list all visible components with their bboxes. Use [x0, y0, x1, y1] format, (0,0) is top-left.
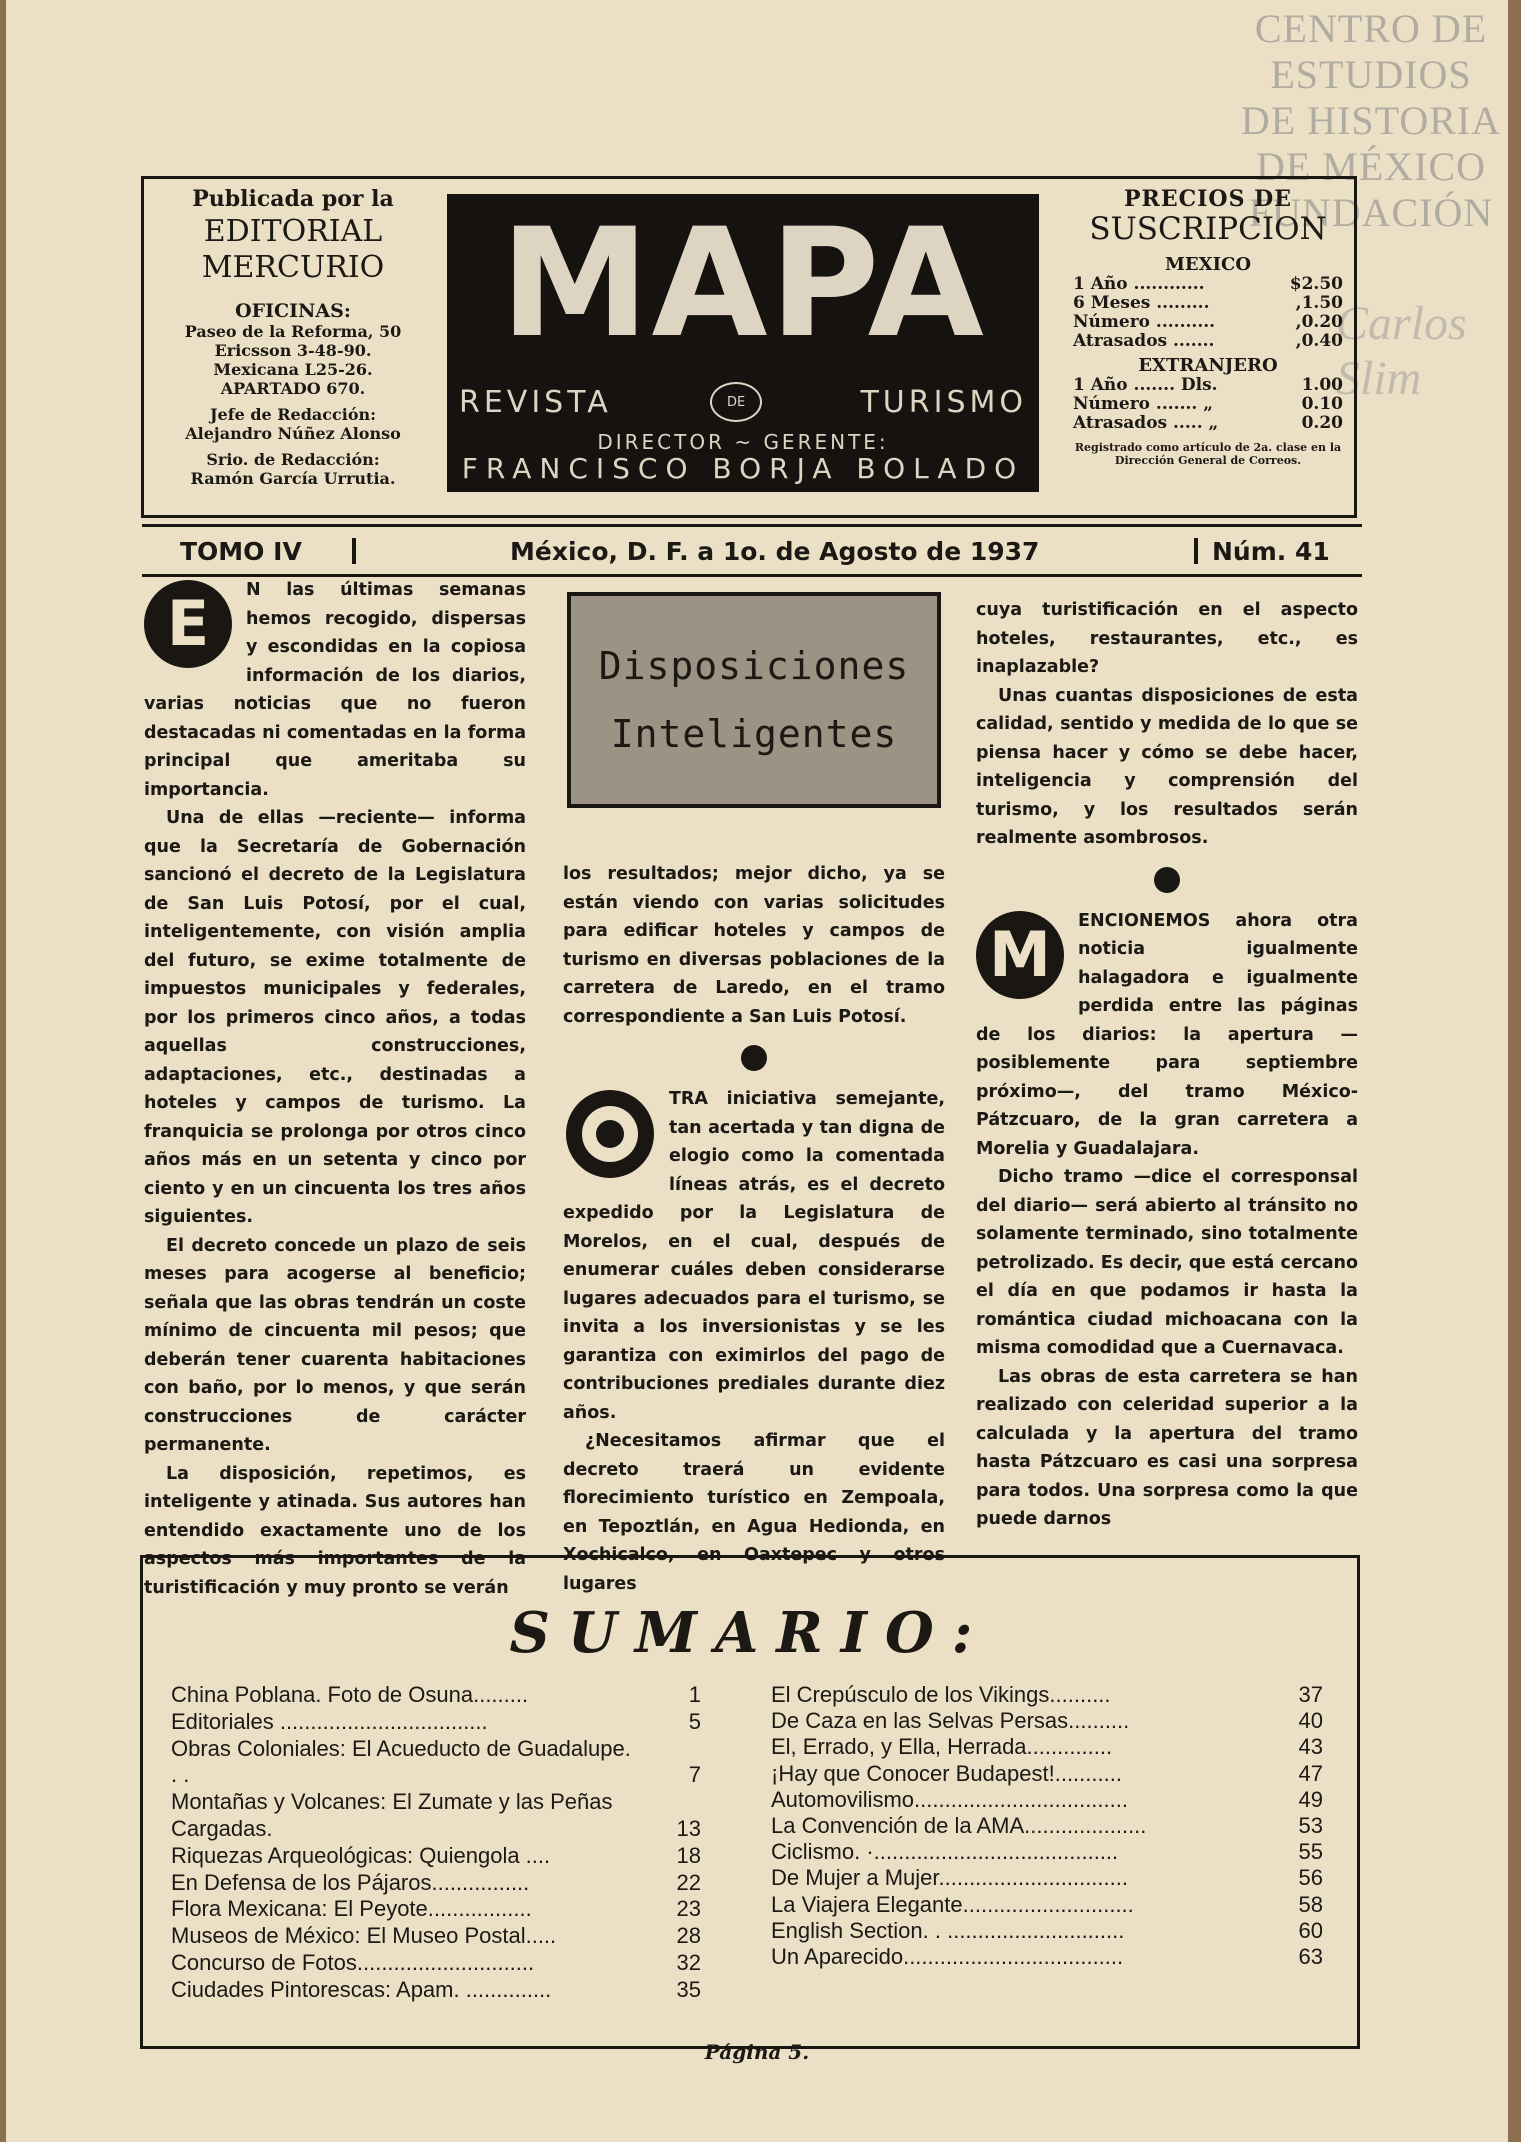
price-value: ,0.20 — [1295, 312, 1343, 332]
prices-title-1: PRECIOS DE — [1124, 186, 1292, 212]
toc-item-title: ¡Hay que Conocer Budapest!........... — [771, 1760, 1122, 1786]
article-paragraph — [144, 576, 526, 804]
watermark-line: FUNDACIÓN — [1248, 190, 1494, 235]
office-po-box: APARTADO 670. — [220, 379, 366, 398]
toc-item[interactable] — [171, 1923, 701, 1950]
office-phone-1: Ericsson 3-48-90. — [214, 341, 372, 360]
toc-item[interactable] — [771, 1787, 1323, 1813]
price-value: $2.50 — [1289, 274, 1343, 294]
page-number: Página 5. — [704, 2040, 810, 2064]
article-paragraph: Unas cuantas disposiciones de esta calidad, sentido y medida de lo que se piensa hacer y cómo se debe hacer, inteligencia y comprensión del turismo, y los resultados serán realmente asombrosos. — [976, 685, 1358, 848]
globe-emblem-icon: DE — [710, 382, 762, 422]
price-row — [1073, 275, 1343, 294]
issue-bar — [142, 530, 1362, 572]
toc-item[interactable] — [771, 1892, 1323, 1918]
toc-item-page: 53 — [1298, 1813, 1323, 1839]
toc-item-title: Riquezas Arqueológicas: Quiengola .... — [171, 1842, 551, 1868]
secretary-name: Ramón García Urrutia. — [190, 469, 396, 488]
dropcap-o-icon — [563, 1087, 657, 1181]
article-paragraph — [563, 1085, 945, 1427]
price-row — [1073, 414, 1343, 433]
article-paragraph: cuya turistificación en el aspecto hoteles, restaurantes, etc., es inaplazable? — [976, 600, 1358, 677]
price-label: Número ....... „ — [1073, 394, 1214, 414]
issue-number: Núm. 41 — [1212, 536, 1330, 566]
toc-item-title: Concurso de Fotos............................. — [171, 1949, 535, 1975]
toc-item-page: 18 — [676, 1842, 701, 1868]
toc-item[interactable] — [171, 1682, 701, 1709]
article-column-3 — [976, 596, 1358, 1546]
toc-item[interactable] — [771, 1865, 1323, 1891]
publisher-name-2: MERCURIO — [201, 250, 385, 285]
toc-item-page: 13 — [676, 1815, 701, 1841]
watermark-line: DE HISTORIA — [1240, 98, 1502, 143]
paragraph-text: ENCIONEMOS ahora otra noticia igualmente halagadora e igualmente perdida entre las páginas de los diarios: la apertura —posiblemente para septiembre próximo—, del tramo México-Pátzcuaro, de la gran carretera a Morelia y Guadalajara. — [976, 910, 1358, 1159]
toc-item[interactable] — [171, 1870, 701, 1897]
toc-item[interactable] — [771, 1918, 1323, 1944]
toc-item-title: El, Errado, y Ella, Herrada.............. — [771, 1734, 1113, 1760]
toc-item[interactable] — [771, 1761, 1323, 1787]
toc-item-title: En Defensa de los Pájaros................ — [171, 1869, 530, 1895]
office-address: Paseo de la Reforma, 50 — [184, 322, 402, 341]
publisher-intro: Publicada por la — [192, 186, 394, 212]
toc-item-page: 5 — [688, 1708, 701, 1734]
toc-item-title: Museos de México: El Museo Postal..... — [171, 1923, 557, 1949]
price-label: 1 Año ....... Dls. — [1073, 375, 1218, 395]
article-paragraph: Una de ellas —reciente— informa que la Secretaría de Gobernación sancionó el decreto de la Legislatura de San Luis Potosí, por el cual, inteligentemente, con visión amplia del futuro, se exime totalmente de impuestos municipales y federales, por los primeros cinco años, a todas aquellas construcciones, adaptaciones, etc., destinadas a hoteles y campos de turismo. La franquicia se prolonga por otros cinco años más en un setenta y cinco por ciento y en un cincuenta los tres años siguientes. — [144, 808, 526, 1227]
subscription-prices — [1073, 186, 1343, 467]
toc-item-title: Un Aparecido.................................... — [771, 1944, 1124, 1970]
article-paragraph: Dicho tramo —dice el corresponsal del diario— será abierto al tránsito no solamente terminado, sino totalmente petrolizado. Es decir, que está cercano el día en que podamos ir hasta la romántica ciudad michoacana con la misma comodidad que a Cuernavaca. — [976, 1167, 1358, 1358]
price-value: 0.10 — [1301, 394, 1343, 414]
toc-item-page: 55 — [1298, 1839, 1323, 1865]
price-label: Atrasados ....... — [1073, 331, 1215, 351]
price-value: 0.20 — [1301, 413, 1343, 433]
toc-item-page: 1 — [688, 1682, 701, 1707]
toc-item-page: 47 — [1298, 1760, 1323, 1786]
toc-item-page: 22 — [676, 1869, 701, 1895]
logo-revista: REVISTA — [459, 384, 612, 420]
paragraph-text: TRA iniciativa semejante, tan acertada y tan digna de elogio como la comentada líneas atrás, es el decreto expedido por la Legislatura de Morelos, en el cual, después de enumerar cuáles deben considerarse lugares adecuados para el turismo, se invita a los inversionistas y se les garantiza con eximirlos del pago de contribuciones prediales durante diez años. — [563, 1089, 945, 1423]
toc-item-title: Flora Mexicana: El Peyote................. — [171, 1896, 532, 1922]
tomo-divider — [352, 538, 356, 564]
toc-item[interactable] — [171, 1789, 701, 1843]
toc-left-column — [171, 1682, 701, 2004]
title-line-1: Disposiciones — [598, 644, 910, 688]
toc-item-page: 56 — [1298, 1865, 1323, 1891]
price-row — [1073, 313, 1343, 332]
toc-item-page: 40 — [1298, 1708, 1323, 1734]
price-row — [1073, 395, 1343, 414]
section-bullet — [741, 1045, 767, 1071]
price-value: ,0.40 — [1295, 331, 1343, 351]
toc-item-title: La Convención de la AMA.................... — [771, 1813, 1147, 1839]
toc-item-page: 32 — [676, 1949, 701, 1975]
toc-item[interactable] — [171, 1950, 701, 1977]
title-line-2: Inteligentes — [610, 712, 898, 756]
director-name: FRANCISCO BORJA BOLADO — [461, 452, 1025, 485]
chief-editor-label: Jefe de Redacción: — [209, 405, 377, 424]
toc-item[interactable] — [771, 1944, 1323, 1970]
article-column-1 — [144, 576, 526, 1598]
registration-note: Registrado como artículo de 2a. clase en la Dirección General de Correos. — [1074, 441, 1342, 467]
toc-item[interactable] — [171, 1896, 701, 1923]
logo-subtitle — [447, 374, 1039, 430]
rule-top — [142, 524, 1362, 527]
toc-item-title: La Viajera Elegante............................ — [771, 1891, 1134, 1917]
toc-item-page: 43 — [1298, 1734, 1323, 1760]
toc-item[interactable] — [771, 1813, 1323, 1839]
offices-label: OFICINAS: — [235, 300, 351, 322]
toc-item-title: Obras Coloniales: El Acueducto de Guadalupe. . . — [171, 1735, 631, 1788]
toc-item-page: 7 — [688, 1762, 701, 1788]
toc-item[interactable] — [171, 1977, 701, 2004]
toc-item-title: Ciclismo. ·........................................ — [771, 1839, 1119, 1865]
chief-editor-name: Alejandro Núñez Alonso — [185, 424, 401, 443]
toc-item[interactable] — [171, 1843, 701, 1870]
toc-item[interactable] — [771, 1734, 1323, 1760]
toc-item[interactable] — [771, 1682, 1323, 1708]
article-paragraph: La disposición, repetimos, es inteligente y atinada. Sus autores han entendido exactamente uno de los aspectos más importantes de la turistificación y muy pronto se verán — [144, 1463, 526, 1598]
toc-item-title: Ciudades Pintorescas: Apam. .............. — [171, 1976, 552, 2002]
article-paragraph: Las obras de esta carretera se han realizado con celeridad superior a la calculada y la apertura del tramo hasta Pátzcuaro es casi una sorpresa para todos. Una sorpresa como la que puede darnos — [976, 1366, 1358, 1529]
logo-turismo: TURISMO — [860, 384, 1027, 420]
toc-item-page: 49 — [1298, 1786, 1323, 1812]
price-row — [1073, 294, 1343, 313]
toc-item-title: English Section. . ............................. — [771, 1917, 1125, 1943]
mexico-label: MEXICO — [1164, 254, 1252, 275]
watermark-line: CENTRO DE — [1254, 6, 1488, 51]
foreign-label: EXTRANJERO — [1138, 355, 1278, 376]
article-paragraph: El decreto concede un plazo de seis meses para acogerse al beneficio; señala que las obras tendrán un coste mínimo de cincuenta mil pesos; que deberán tener cuarenta habitaciones con baño, por lo menos, y que serán construcciones de carácter permanente. — [144, 1235, 526, 1455]
dropcap-e: E — [144, 580, 232, 668]
toc-item-title: Editoriales .................................. — [171, 1708, 488, 1734]
toc-right-column — [771, 1682, 1323, 1970]
table-of-contents — [140, 1555, 1360, 2049]
toc-item-page: 58 — [1298, 1891, 1323, 1917]
price-row — [1073, 332, 1343, 351]
toc-item-page: 23 — [676, 1896, 701, 1922]
logo-wordmark: MAPA — [500, 197, 986, 371]
price-label: 6 Meses ......... — [1073, 293, 1210, 313]
toc-item-title: Automovilismo................................... — [771, 1786, 1128, 1812]
watermark-signature: Carlos Slim — [1336, 297, 1467, 405]
mapa-logo — [447, 194, 1039, 492]
article-paragraph: ¿Necesitamos afirmar que el decreto traerá un evidente florecimiento turístico en Zempoala, en Tepoztlán, en Agua Hedionda, en Xochicalco, en Oaxtepec y otros lugares — [563, 1431, 945, 1594]
article-paragraph: los resultados; mejor dicho, ya se están viendo con varias solicitudes para edificar hoteles y campos de turismo en diversas poblaciones de la carretera de Laredo, en el tramo correspondiente a San Luis Potosí. — [563, 864, 945, 1027]
price-value: 1.00 — [1301, 375, 1343, 395]
toc-item[interactable] — [771, 1708, 1323, 1734]
toc-item-title: Montañas y Volcanes: El Zumate y las Peñas Cargadas. — [171, 1789, 613, 1841]
editorial-title-box — [567, 592, 941, 808]
prices-title-2: SUSCRIPCION — [1089, 211, 1327, 247]
section-bullet — [1154, 867, 1180, 893]
toc-item-page: 37 — [1298, 1682, 1323, 1707]
toc-item-title: El Crepúsculo de los Vikings.......... — [771, 1682, 1111, 1707]
num-divider — [1194, 538, 1198, 564]
toc-item[interactable] — [171, 1709, 701, 1736]
toc-item-title: China Poblana. Foto de Osuna......... — [171, 1682, 529, 1707]
secretary-label: Srio. de Redacción: — [206, 450, 380, 469]
article-column-2 — [563, 860, 945, 1594]
toc-item[interactable] — [771, 1839, 1323, 1865]
tomo-label: TOMO IV — [180, 536, 302, 566]
article-paragraph — [976, 907, 1358, 1164]
watermark-line: ESTUDIOS — [1270, 52, 1472, 97]
price-value: ,1.50 — [1295, 293, 1343, 313]
price-label: Atrasados ..... „ — [1073, 413, 1219, 433]
sumario-title: SUMARIO: — [509, 1600, 991, 1666]
watermark-line: DE MÉXICO — [1255, 144, 1487, 189]
price-label: 1 Año ............ — [1073, 274, 1205, 294]
magazine-page — [6, 0, 1508, 2142]
office-phone-2: Mexicana L25-26. — [213, 360, 373, 379]
toc-item-page: 28 — [676, 1923, 701, 1949]
publisher-block — [153, 186, 433, 488]
toc-item-page: 63 — [1298, 1944, 1323, 1970]
toc-item-title: De Caza en las Selvas Persas.......... — [771, 1708, 1130, 1734]
issue-date: México, D. F. a 1o. de Agosto de 1937 — [510, 536, 1040, 566]
paragraph-text: N las últimas semanas hemos recogido, dispersas y escondidas en la copiosa información de los diarios, varias noticias que no fueron destacadas ni comentadas en la forma principal que ameritaba su importancia. — [144, 580, 526, 800]
dropcap-m: M — [976, 911, 1064, 999]
toc-item[interactable] — [171, 1736, 701, 1790]
publisher-name-1: EDITORIAL — [203, 214, 383, 249]
price-label: Número .......... — [1073, 312, 1216, 332]
toc-item-page: 60 — [1298, 1917, 1323, 1943]
toc-item-page: 35 — [676, 1976, 701, 2002]
director-label: DIRECTOR ~ GERENTE: — [597, 430, 889, 454]
toc-item-title: De Mujer a Mujer............................... — [771, 1865, 1128, 1891]
price-row — [1073, 376, 1343, 395]
